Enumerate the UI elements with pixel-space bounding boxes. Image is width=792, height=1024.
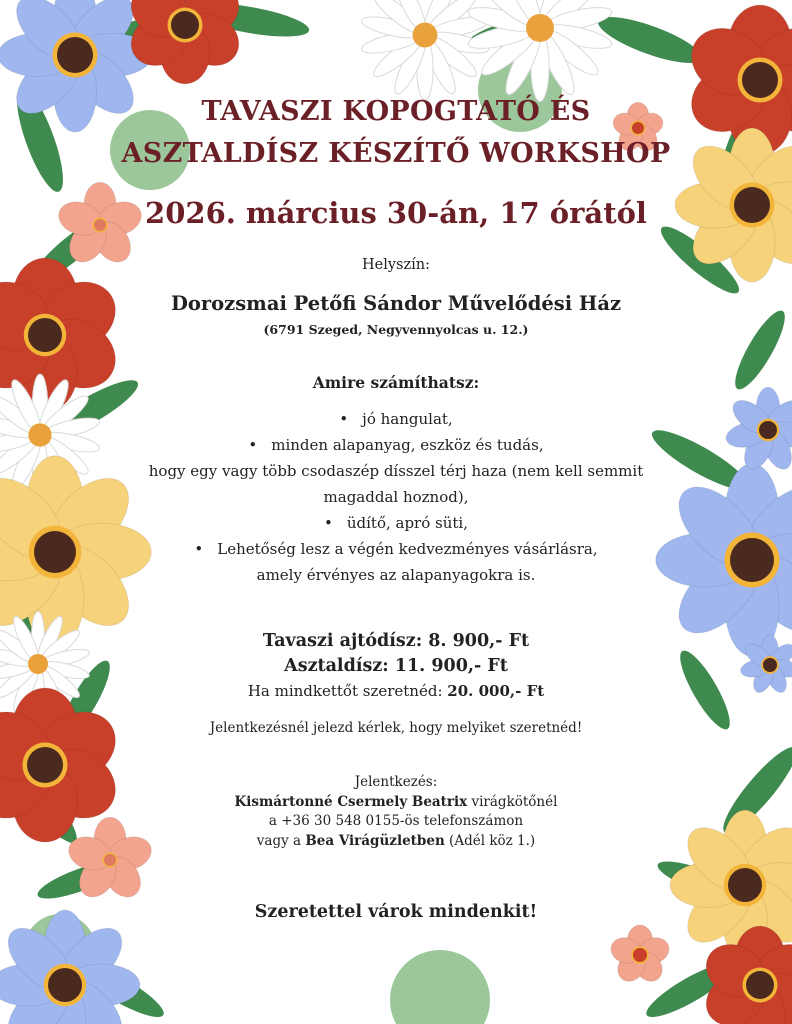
list-item-continuation: magaddal hoznod), (323, 488, 469, 506)
list-item-continuation: amely érvényes az alapanyagokra is. (256, 566, 536, 584)
contact-block (0, 773, 792, 851)
title-line-2: ASZTALDÍSZ KÉSZÍTŐ WORKSHOP (121, 138, 671, 169)
contact-shop (0, 832, 792, 852)
contact-name: Kismártonné Csermely Beatrix (234, 793, 468, 810)
list-item: • minden alapanyag, eszköz és tudás, (0, 432, 792, 458)
shop-suffix: (Adél köz 1.) (444, 832, 536, 849)
title-line-1: TAVASZI KOPOGTATÓ ÉS (201, 96, 591, 127)
contact-name-suffix: virágkötőnél (467, 793, 558, 810)
price-both (0, 682, 792, 700)
selection-note: Jelentkezésnél jelezd kérlek, hogy melyiket szeretnéd! (209, 720, 583, 736)
contact-person (0, 793, 792, 813)
expect-heading: Amire számíthatsz: (312, 373, 480, 392)
shop-prefix: vagy a (256, 832, 306, 849)
list-item: • jó hangulat, (0, 406, 792, 432)
venue-name: Dorozsmai Petőfi Sándor Művelődési Ház (170, 292, 622, 315)
price-both-label: Ha mindkettőt szeretnéd: (247, 682, 448, 700)
contact-label: Jelentkezés: (354, 774, 438, 790)
price-both-value: 20. 000,- Ft (447, 682, 545, 700)
price-table: Asztaldísz: 11. 900,- Ft (284, 656, 508, 676)
closing-line: Szeretettel várok mindenkit! (254, 902, 538, 922)
list-item-continuation: hogy egy vagy több csodaszép dísszel térj haza (nem kell semmit (148, 462, 644, 480)
event-date: 2026. március 30-án, 17 órától (145, 196, 647, 230)
list-item: • Lehetőség lesz a végén kedvezményes vásárlásra, (0, 536, 792, 562)
price-door: Tavaszi ajtódísz: 8. 900,- Ft (262, 631, 530, 651)
shop-name: Bea Virágüzletben (305, 832, 445, 849)
venue-label: Helyszín: (362, 257, 430, 273)
venue-address: (6791 Szeged, Negyvennyolcas u. 12.) (263, 322, 529, 337)
expect-list (0, 406, 792, 588)
list-item: • üdítő, apró süti, (0, 510, 792, 536)
contact-phone: a +36 30 548 0155-ös telefonszámon (268, 813, 524, 829)
